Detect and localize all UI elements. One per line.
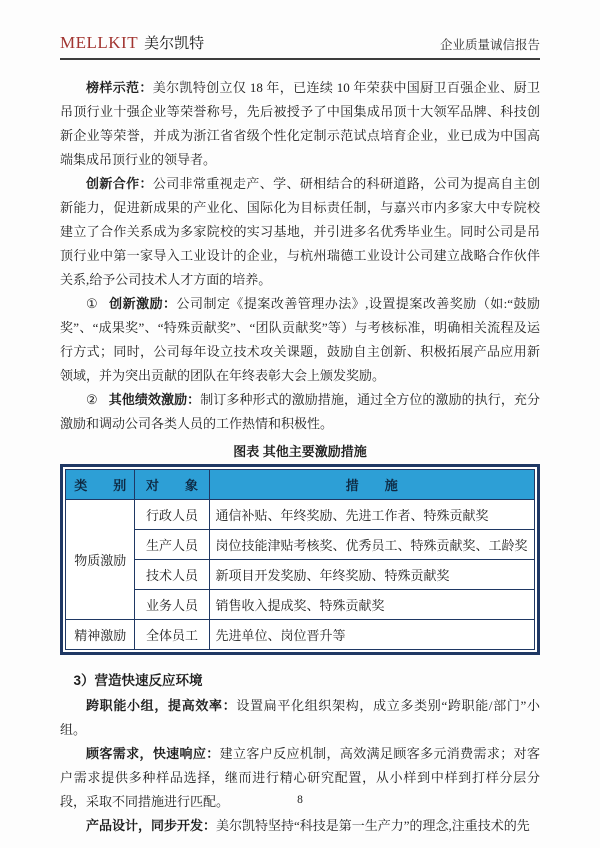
circled-number-2: ②: [86, 392, 98, 407]
section-heading-3: 3）营造快速反应环境: [73, 673, 203, 688]
cell-target: 业务人员: [135, 590, 209, 620]
cell-category-material: 物质激励: [66, 500, 135, 620]
paragraph-lead: 创新激励：: [109, 296, 177, 311]
cell-measures: 新项目开发奖励、年终奖励、特殊贡献奖: [209, 560, 535, 590]
cell-target: 全体员工: [135, 620, 209, 650]
cell-target: 行政人员: [135, 500, 209, 530]
column-header-measures: 措 施: [209, 470, 535, 500]
figure-caption: 图表 其他主要激励措施: [233, 444, 367, 459]
paragraph-innovation-incentive: [60, 292, 540, 388]
paragraph-text: 公司非常重视走产、学、研相结合的科研道路，公司为提高自主创新能力，促进新成果的产业化、国际化为目标责任制，与嘉兴市内多家大中专院校建立了合作关系成为多家院校的实习基地，并引进多名优秀毕业生。同时公司是吊顶行业中第一家导入工业设计的企业，与杭州瑞德工业设计公司建立战略合作伙伴关系,给予公司技术人才方面的培养。: [60, 176, 540, 287]
paragraph-lead: 跨职能小组，提高效率：: [86, 698, 237, 713]
incentive-table: [65, 469, 535, 650]
document-title: 企业质量诚信报告: [439, 38, 540, 52]
column-header-category: 类 别: [66, 470, 135, 500]
brand-logo-cn: 美尔凯特: [144, 36, 205, 52]
cell-category-spirit: 精神激励: [66, 620, 135, 650]
incentive-table-frame: [60, 464, 540, 655]
paragraph-text: 美尔凯特坚持“科技是第一生产力”的理念,注重技术的先: [216, 818, 530, 833]
paragraph-lead: 创新合作：: [86, 176, 153, 191]
table-row: [66, 500, 535, 530]
cell-measures: 销售收入提成奖、特殊贡献奖: [209, 590, 535, 620]
paragraph-lead: 产品设计，同步开发：: [86, 818, 217, 833]
paragraph-lead: 榜样示范：: [86, 80, 153, 95]
brand-logo-en: MELLKIT: [60, 33, 139, 52]
paragraph-product-design: [60, 814, 540, 838]
page-header: [60, 0, 540, 60]
cell-target: 技术人员: [135, 560, 209, 590]
paragraph-text: 设置扁平化组织架构，成立多类别“跨职能/部门”小组。: [60, 698, 540, 737]
cell-measures: 先进单位、岗位晋升等: [209, 620, 535, 650]
paragraph-text: 建立客户反应机制，高效满足顾客多元消费需求；对客户需求提供多种样品选择，继而进行精心研究配置，从小样到中样到打样分层分段，采取不同措施进行匹配。: [60, 746, 540, 809]
paragraph-text: 制订多种形式的激励措施，通过全方位的激励的执行，充分激励和调动公司各类人员的工作热情和积极性。: [60, 392, 540, 431]
paragraph-lead: 顾客需求，快速响应：: [86, 746, 220, 761]
paragraph-other-incentive: [60, 388, 540, 436]
paragraph-cross-functional: [60, 694, 540, 742]
paragraph-lead: 其他绩效激励：: [108, 392, 201, 407]
brand-logo: [60, 32, 204, 53]
paragraph-innovation-cooperation: [60, 172, 540, 292]
cell-measures: 岗位技能津贴考核奖、优秀员工、特殊贡献奖、工龄奖: [209, 530, 535, 560]
table-row: [66, 590, 535, 620]
paragraph-text: 美尔凯特创立仅 18 年，已连续 10 年荣获中国厨卫百强企业、厨卫吊顶行业十强企业等荣誉称号，先后被授予了中国集成吊顶十大领军品牌、科技创新企业等荣誉，并成为浙江省省级个性化定制示范试点培育企业，业已成为中国高端集成吊顶行业的领导者。: [60, 80, 540, 167]
table-row: [66, 620, 535, 650]
table-row: [66, 560, 535, 590]
column-header-target: 对 象: [135, 470, 209, 500]
circled-number-1: ①: [86, 296, 99, 311]
page-content: [0, 76, 600, 838]
paragraph-role-model: [60, 76, 540, 172]
page-number: 8: [297, 794, 303, 806]
table-header-row: [66, 470, 535, 500]
paragraph-text: 公司制定《提案改善管理办法》,设置提案改善奖励（如:“鼓励奖”、“成果奖”、“特殊贡献奖”、“团队贡献奖”等）与考核标准，明确相关流程及运行方式；同时，公司每年设立技术攻关课题，鼓励自主创新、积极拓展产品应用新领域，并为突出贡献的团队在年终表彰大会上颁发奖励。: [60, 296, 540, 383]
cell-measures: 通信补贴、年终奖励、先进工作者、特殊贡献奖: [209, 500, 535, 530]
table-row: [66, 530, 535, 560]
cell-target: 生产人员: [135, 530, 209, 560]
